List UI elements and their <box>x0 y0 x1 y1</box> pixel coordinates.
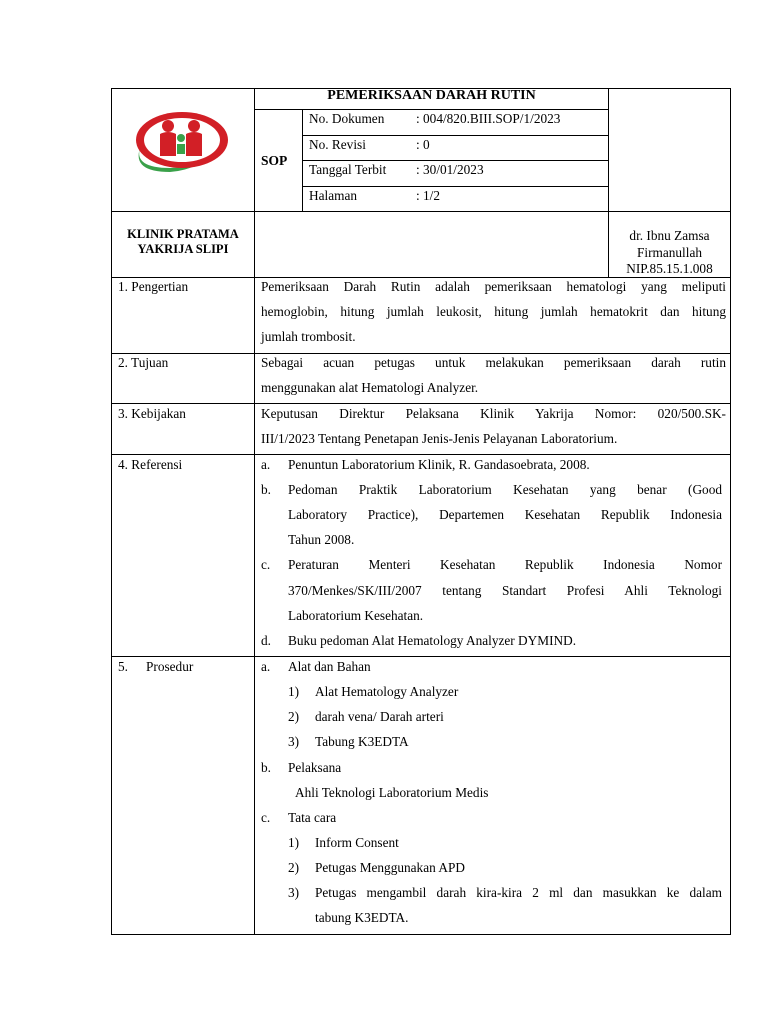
list-item: Tahun 2008. <box>288 532 355 547</box>
meta-value: : 004/820.BIII.SOP/1/2023 <box>416 111 561 126</box>
list-number: 1) <box>288 835 300 850</box>
signer-name: Firmanullah <box>637 245 702 260</box>
list-item: Pelaksana <box>288 760 342 775</box>
section-label: 5. <box>118 659 128 674</box>
meta-label: Halaman <box>309 188 357 203</box>
list-letter: a. <box>261 457 271 472</box>
list-item: Buku pedoman Alat Hematology Analyzer DYMIND. <box>288 633 577 648</box>
table-divider <box>254 109 609 110</box>
list-number: 2) <box>288 709 300 724</box>
body-text: jumlah trombosit. <box>261 329 356 344</box>
table-divider <box>302 135 609 136</box>
table-divider <box>111 211 731 212</box>
table-divider <box>302 160 609 161</box>
meta-value: : 0 <box>416 137 430 152</box>
list-number: 1) <box>288 684 300 699</box>
meta-label: Tanggal Terbit <box>309 162 387 177</box>
list-item: darah vena/ Darah arteri <box>315 709 444 724</box>
list-item: Tata cara <box>288 810 337 825</box>
document-title: PEMERIKSAAN DARAH RUTIN <box>327 88 536 103</box>
list-letter: a. <box>261 659 271 674</box>
list-item: Laboratorium Kesehatan. <box>288 608 424 623</box>
body-text: Sebagai acuan petugas untuk melakukan pemeriksaan darah rutin <box>261 355 726 370</box>
body-text: menggunakan alat Hematologi Analyzer. <box>261 380 479 395</box>
signer-name: dr. Ibnu Zamsa <box>629 228 710 243</box>
clinic-logo <box>130 108 232 174</box>
section-label: 4. Referensi <box>118 457 183 472</box>
signer-nip: NIP.85.15.1.008 <box>626 261 713 276</box>
meta-value: : 30/01/2023 <box>416 162 484 177</box>
list-item: Penuntun Laboratorium Klinik, R. Gandasoebrata, 2008. <box>288 457 590 472</box>
table-divider <box>111 403 731 404</box>
list-number: 2) <box>288 860 300 875</box>
list-item: Tabung K3EDTA <box>315 734 409 749</box>
clinic-name: YAKRIJA SLIPI <box>137 242 229 256</box>
table-divider <box>111 454 731 455</box>
table-divider <box>302 186 609 187</box>
meta-label: No. Dokumen <box>309 111 385 126</box>
meta-label: No. Revisi <box>309 137 366 152</box>
list-item: Petugas mengambil darah kira-kira 2 ml dan masukkan ke dalam <box>315 885 722 900</box>
body-text: Pemeriksaan Darah Rutin adalah pemeriksaan hematologi yang meliputi <box>261 279 726 294</box>
table-border <box>730 88 731 935</box>
table-divider <box>111 656 731 657</box>
clinic-name: KLINIK PRATAMA <box>127 227 239 241</box>
body-text: III/1/2023 Tentang Penetapan Jenis-Jenis Pelayanan Laboratorium. <box>261 431 618 446</box>
list-item: Petugas Menggunakan APD <box>315 860 465 875</box>
list-item: Pedoman Praktik Laboratorium Kesehatan yang benar (Good <box>288 482 722 497</box>
table-divider <box>254 88 255 935</box>
list-item: Peraturan Menteri Kesehatan Republik Indonesia Nomor <box>288 557 722 572</box>
list-number: 3) <box>288 734 300 749</box>
table-border <box>111 88 112 935</box>
body-text: Keputusan Direktur Pelaksana Klinik Yakrija Nomor: 020/500.SK- <box>261 406 726 421</box>
section-label: 1. Pengertian <box>118 279 189 294</box>
list-letter: d. <box>261 633 271 648</box>
list-number: 3) <box>288 885 300 900</box>
section-label: 2. Tujuan <box>118 355 169 370</box>
list-item: Alat dan Bahan <box>288 659 371 674</box>
list-item: Laboratory Practice), Departemen Kesehatan Republik Indonesia <box>288 507 722 522</box>
list-letter: c. <box>261 810 271 825</box>
table-divider <box>111 277 731 278</box>
list-item: Ahli Teknologi Laboratorium Medis <box>295 785 489 800</box>
list-item: Inform Consent <box>315 835 399 850</box>
section-label: Prosedur <box>146 659 194 674</box>
section-label: 3. Kebijakan <box>118 406 186 421</box>
table-border <box>111 934 731 935</box>
table-divider <box>111 353 731 354</box>
meta-value: : 1/2 <box>416 188 441 203</box>
body-text: hemoglobin, hitung jumlah leukosit, hitung jumlah hematokrit dan hitung <box>261 304 726 319</box>
list-item: 370/Menkes/SK/III/2007 tentang Standart Profesi Ahli Teknologi <box>288 583 722 598</box>
sop-label: SOP <box>261 153 288 168</box>
list-item: tabung K3EDTA. <box>315 910 409 925</box>
list-letter: b. <box>261 760 271 775</box>
list-letter: b. <box>261 482 271 497</box>
list-letter: c. <box>261 557 271 572</box>
list-item: Alat Hematology Analyzer <box>315 684 459 699</box>
